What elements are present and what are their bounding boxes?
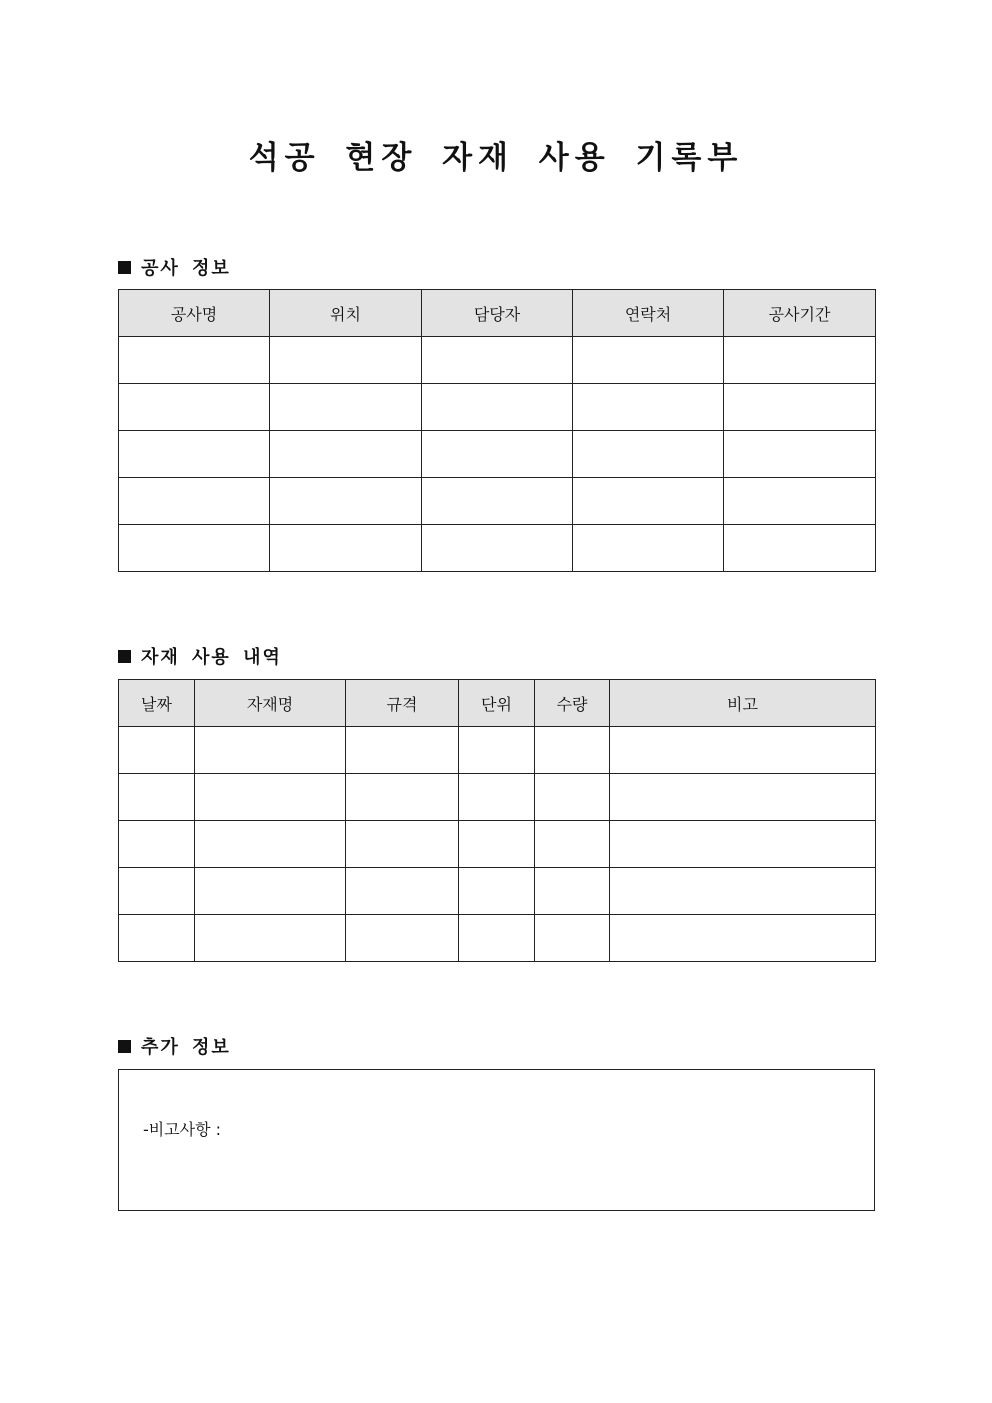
- column-header: 규격: [346, 680, 459, 727]
- section-heading-label: 공사 정보: [141, 258, 231, 279]
- table-cell[interactable]: [610, 868, 876, 915]
- material-usage-table: [118, 679, 876, 962]
- table-cell[interactable]: [573, 478, 724, 525]
- column-header: 비고: [610, 680, 876, 727]
- table-cell[interactable]: [195, 915, 346, 962]
- table-cell[interactable]: [724, 384, 876, 431]
- table-cell[interactable]: [346, 774, 459, 821]
- table-cell[interactable]: [119, 337, 270, 384]
- square-bullet-icon: [118, 1040, 131, 1053]
- column-header: 공사기간: [724, 290, 876, 337]
- column-header: 수량: [535, 680, 610, 727]
- table-cell[interactable]: [422, 337, 573, 384]
- table-cell[interactable]: [422, 525, 573, 572]
- notes-label: -비고사항 :: [143, 1120, 222, 1139]
- table-row: [119, 727, 876, 774]
- table-cell[interactable]: [119, 915, 195, 962]
- table-cell[interactable]: [422, 384, 573, 431]
- table-row: [119, 384, 876, 431]
- table-cell[interactable]: [535, 727, 610, 774]
- table-cell[interactable]: [119, 868, 195, 915]
- table-cell[interactable]: [535, 915, 610, 962]
- table-cell[interactable]: [119, 384, 270, 431]
- table-header-row: [119, 290, 876, 337]
- table-row: [119, 525, 876, 572]
- table-cell[interactable]: [535, 868, 610, 915]
- section-heading-materials: [118, 643, 282, 669]
- table-cell[interactable]: [119, 525, 270, 572]
- section-heading-label: 자재 사용 내역: [141, 647, 282, 668]
- table-cell[interactable]: [346, 868, 459, 915]
- table-cell[interactable]: [119, 478, 270, 525]
- column-header: 자재명: [195, 680, 346, 727]
- table-row: [119, 868, 876, 915]
- column-header: 연락처: [573, 290, 724, 337]
- table-row: [119, 478, 876, 525]
- table-cell[interactable]: [346, 821, 459, 868]
- table-cell[interactable]: [119, 774, 195, 821]
- table-row: [119, 337, 876, 384]
- page-title: 석공 현장 자재 사용 기록부: [248, 140, 744, 176]
- table-row: [119, 821, 876, 868]
- table-cell[interactable]: [573, 337, 724, 384]
- table-cell[interactable]: [270, 384, 422, 431]
- table-cell[interactable]: [119, 431, 270, 478]
- table-cell[interactable]: [270, 431, 422, 478]
- table-cell[interactable]: [195, 868, 346, 915]
- table-cell[interactable]: [459, 774, 535, 821]
- table-row: [119, 431, 876, 478]
- table-cell[interactable]: [724, 525, 876, 572]
- table-cell[interactable]: [195, 821, 346, 868]
- column-header: 날짜: [119, 680, 195, 727]
- table-cell[interactable]: [573, 384, 724, 431]
- table-cell[interactable]: [346, 915, 459, 962]
- notes-box[interactable]: [118, 1069, 875, 1211]
- table-cell[interactable]: [724, 478, 876, 525]
- project-info-table: [118, 289, 876, 572]
- table-cell[interactable]: [422, 478, 573, 525]
- table-cell[interactable]: [724, 431, 876, 478]
- table-cell[interactable]: [459, 915, 535, 962]
- column-header: 담당자: [422, 290, 573, 337]
- table-cell[interactable]: [610, 821, 876, 868]
- section-heading-extra: [118, 1033, 231, 1059]
- table-cell[interactable]: [459, 868, 535, 915]
- table-cell[interactable]: [270, 337, 422, 384]
- table-header-row: [119, 680, 876, 727]
- square-bullet-icon: [118, 261, 131, 274]
- table-cell[interactable]: [422, 431, 573, 478]
- column-header: 단위: [459, 680, 535, 727]
- table-cell[interactable]: [119, 821, 195, 868]
- section-heading-project: [118, 254, 231, 280]
- table-cell[interactable]: [610, 774, 876, 821]
- table-cell[interactable]: [610, 727, 876, 774]
- table-row: [119, 774, 876, 821]
- table-cell[interactable]: [573, 525, 724, 572]
- table-cell[interactable]: [459, 821, 535, 868]
- table-cell[interactable]: [535, 774, 610, 821]
- table-cell[interactable]: [119, 727, 195, 774]
- column-header: 공사명: [119, 290, 270, 337]
- table-cell[interactable]: [535, 821, 610, 868]
- table-cell[interactable]: [270, 525, 422, 572]
- table-cell[interactable]: [270, 478, 422, 525]
- section-heading-label: 추가 정보: [141, 1037, 231, 1058]
- table-cell[interactable]: [195, 727, 346, 774]
- table-cell[interactable]: [346, 727, 459, 774]
- column-header: 위치: [270, 290, 422, 337]
- table-cell[interactable]: [573, 431, 724, 478]
- table-cell[interactable]: [459, 727, 535, 774]
- table-row: [119, 915, 876, 962]
- table-cell[interactable]: [195, 774, 346, 821]
- square-bullet-icon: [118, 650, 131, 663]
- table-cell[interactable]: [724, 337, 876, 384]
- table-cell[interactable]: [610, 915, 876, 962]
